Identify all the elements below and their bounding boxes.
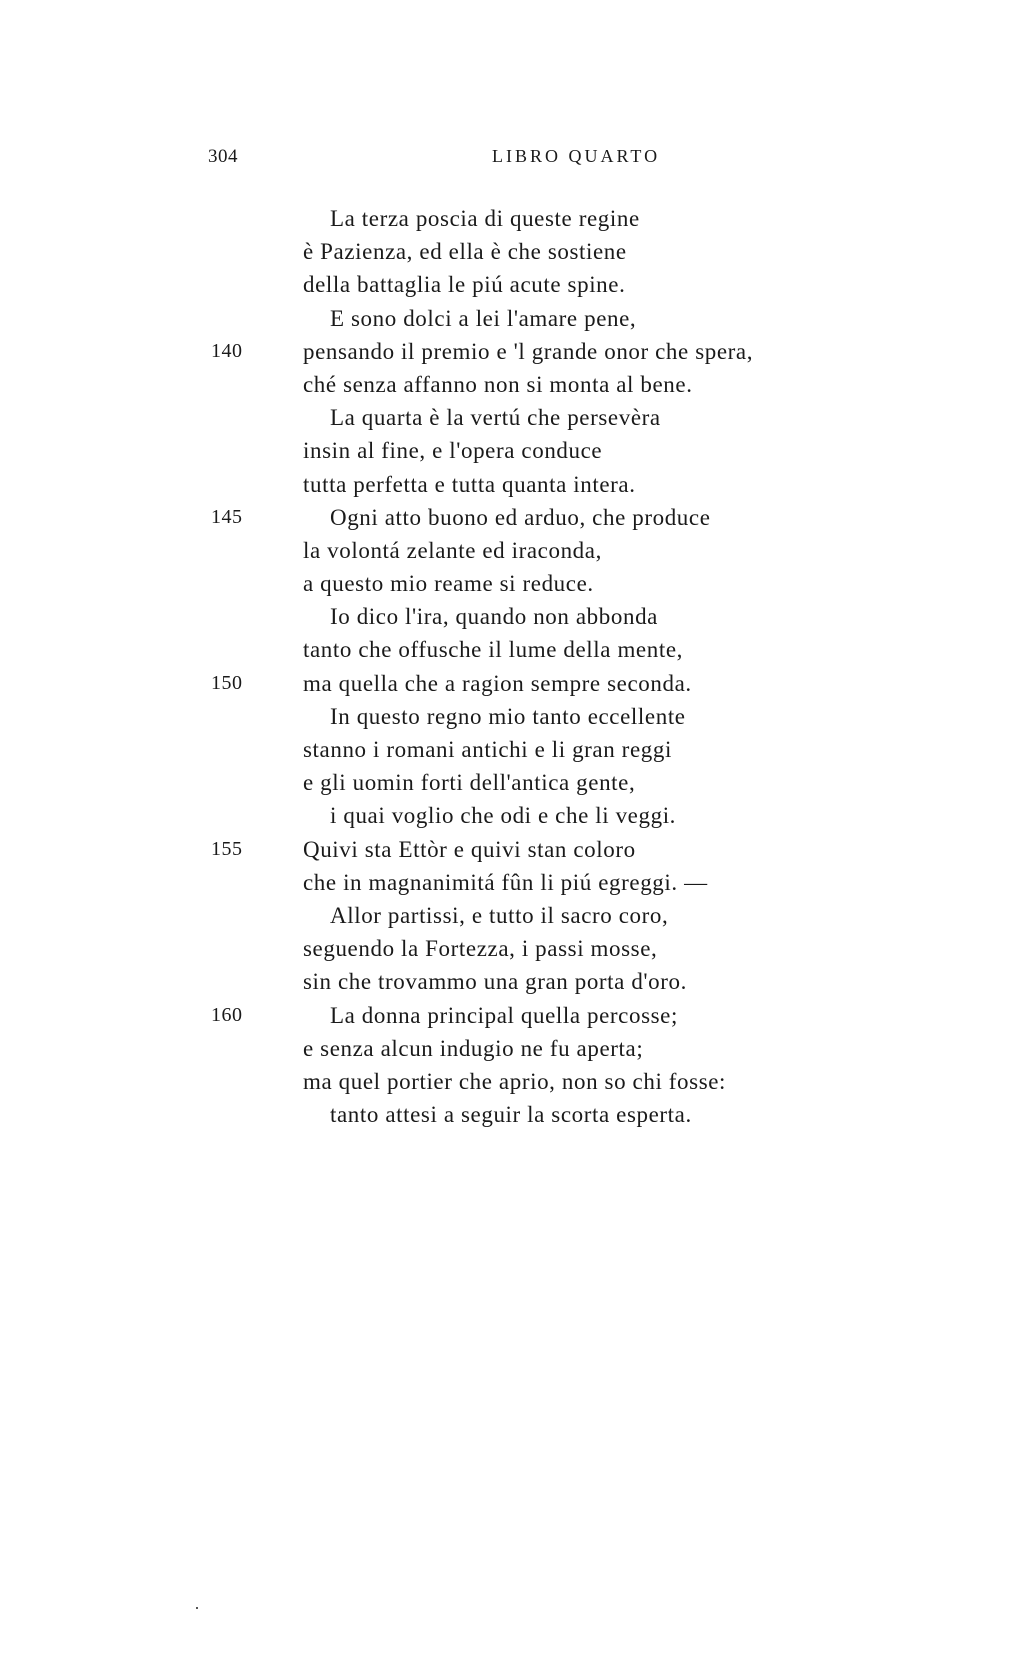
- line-number: 150: [211, 671, 243, 694]
- verse-line: [303, 700, 1003, 733]
- verse-text: a questo mio reame si reduce.: [303, 571, 594, 597]
- line-number: 140: [211, 339, 243, 362]
- verse-line: [303, 766, 1003, 799]
- verse-line: [303, 799, 1003, 832]
- verse-text: seguendo la Fortezza, i passi mosse,: [303, 936, 658, 962]
- verse-text: tanto che offusche il lume della mente,: [303, 637, 683, 663]
- verse-line: [303, 1098, 1003, 1131]
- verse-line: [303, 965, 1003, 998]
- verse-line: [303, 733, 1003, 766]
- verse-text: pensando il premio e 'l grande onor che spera,: [303, 338, 754, 364]
- verse-text: La terza poscia di queste regine: [330, 206, 640, 231]
- verse-text: Ogni atto buono ed arduo, che produce: [330, 504, 711, 530]
- verse-text: tanto attesi a seguir la scorta esperta.: [330, 1102, 692, 1128]
- verse-line: [303, 600, 1003, 633]
- verse-line: [303, 633, 1003, 666]
- verse-line: [303, 302, 1003, 335]
- verse-text: La quarta è la vertú che persevèra: [330, 405, 661, 431]
- verse-line: [303, 401, 1003, 434]
- verse-text: stanno i romani antichi e li gran reggi: [303, 737, 672, 762]
- scan-speck: [196, 1607, 198, 1609]
- verse-line: [303, 1032, 1003, 1065]
- verse-text: insin al fine, e l'opera conduce: [303, 438, 603, 464]
- verse-line: [211, 999, 1003, 1032]
- verse-text: Io dico l'ira, quando non abbonda: [330, 604, 658, 630]
- verse-line: [303, 468, 1003, 501]
- verse-line: [303, 434, 1003, 467]
- verse-line: [303, 567, 1003, 600]
- verse-line: [211, 501, 1003, 534]
- line-number: 145: [211, 505, 243, 528]
- page-number: 304: [208, 146, 238, 167]
- verse-text: E sono dolci a lei l'amare pene,: [330, 305, 637, 331]
- verse-line: [211, 335, 1003, 368]
- verse-text: e gli uomin forti dell'antica gente,: [303, 770, 636, 796]
- line-number: 155: [211, 837, 243, 860]
- verse-line: [303, 202, 1003, 235]
- verse-line: [303, 235, 1003, 268]
- verse-line: [303, 1065, 1003, 1098]
- verse-text: In questo regno mio tanto eccellente: [330, 703, 686, 729]
- verse-line: [211, 667, 1003, 700]
- verse-text: la volontá zelante ed iraconda,: [303, 537, 602, 563]
- verse-text: sin che trovammo una gran porta d'oro.: [303, 969, 687, 995]
- verse-line: [303, 534, 1003, 567]
- line-number: 160: [211, 1003, 243, 1026]
- verse-text: ma quel portier che aprio, non so chi fosse:: [303, 1068, 727, 1094]
- verse-line: [211, 833, 1003, 866]
- verse-text: che in magnanimitá fûn li piú egreggi. —: [303, 869, 708, 895]
- verse-text: ma quella che a ragion sempre seconda.: [303, 670, 692, 696]
- verse-line: [303, 368, 1003, 401]
- verse-text: è Pazienza, ed ella è che sostiene: [303, 239, 627, 265]
- verse-text: e senza alcun indugio ne fu aperta;: [303, 1035, 644, 1061]
- verse-text: Quivi sta Ettòr e quivi stan coloro: [303, 836, 636, 862]
- verse-text: ché senza affanno non si monta al bene.: [303, 371, 693, 397]
- verse-block: [211, 202, 1003, 1131]
- verse-line: [303, 866, 1003, 899]
- running-head: LIBRO QUARTO: [492, 146, 661, 166]
- verse-line: [303, 268, 1003, 301]
- verse-text: Allor partissi, e tutto il sacro coro,: [330, 902, 669, 928]
- verse-line: [303, 899, 1003, 932]
- verse-text: tutta perfetta e tutta quanta intera.: [303, 471, 636, 497]
- verse-text: della battaglia le piú acute spine.: [303, 272, 626, 298]
- verse-line: [303, 932, 1003, 965]
- verse-text: La donna principal quella percosse;: [330, 1002, 678, 1028]
- verse-text: i quai voglio che odi e che li veggi.: [330, 803, 677, 829]
